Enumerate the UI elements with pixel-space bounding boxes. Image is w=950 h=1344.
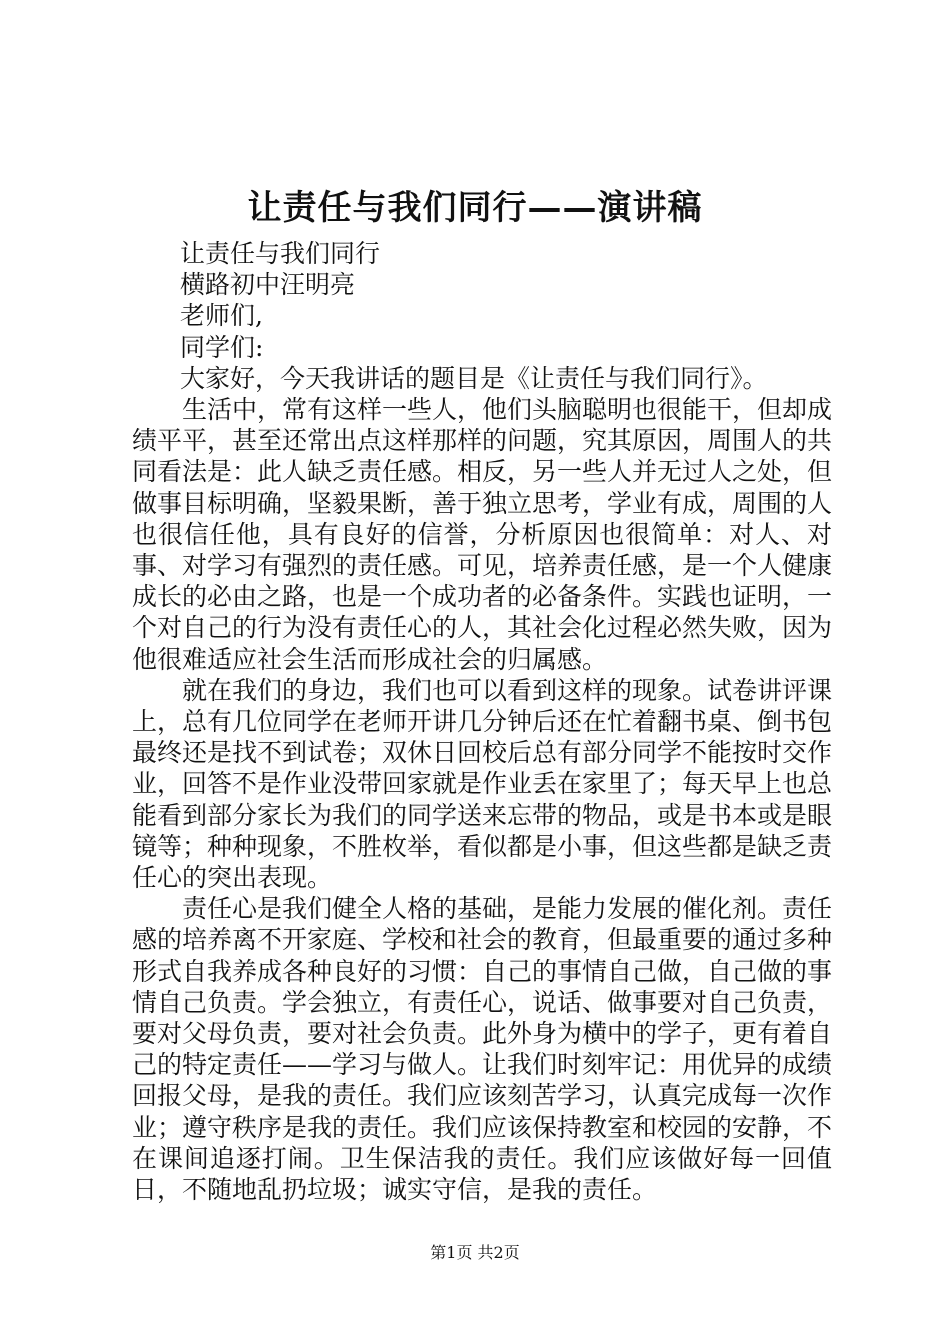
paragraph-1: 生活中，常有这样一些人，他们头脑聪明也很能干，但却成绩平平，甚至还常出点这样那样的问题，究其原因，周围人的共同看法是：此人缺乏责任感。相反，另一些人并无过人之处，但做事目标明确，坚毅果断，善于独立思考，学业有成，周围的人也很信任他，具有良好的信誉，分析原因也很简单：对人、对事、对学习有强烈的责任感。可见，培养责任感，是一个人健康成长的必由之路，也是一个成功者的必备条件。实践也证明，一个对自己的行为没有责任心的人，其社会化过程必然失败，因为他很难适应社会生活而形成社会的归属感。: [132, 395, 833, 674]
paragraph-2: 就在我们的身边，我们也可以看到这样的现象。试卷讲评课上，总有几位同学在老师开讲几分钟后还在忙着翻书桌、倒书包最终还是找不到试卷；双休日回校后总有部分同学不能按时交作业，回答不是作业没带回家就是作业丢在家里了；每天早上也总能看到部分家长为我们的同学送来忘带的物品，或是书本或是眼镜等；种种现象，不胜枚举，看似都是小事，但这些都是缺乏责任心的突出表现。: [132, 675, 833, 893]
speaker-line: 横路初中汪明亮: [180, 270, 356, 300]
greeting-line: 大家好，今天我讲话的题目是《让责任与我们同行》。: [180, 363, 768, 393]
page-footer: 第1页 共2页: [430, 1243, 520, 1262]
document-body: [132, 238, 832, 1205]
document-title: 让责任与我们同行——演讲稿: [247, 188, 703, 228]
salutation-students: 同学们:: [180, 332, 264, 362]
salutation-teachers: 老师们,: [180, 301, 263, 331]
speech-heading: 让责任与我们同行: [180, 239, 381, 268]
paragraph-3: 责任心是我们健全人格的基础，是能力发展的催化剂。责任感的培养离不开家庭、学校和社会的教育，但最重要的通过多种形式自我养成各种良好的习惯：自己的事情自己做，自己做的事情自己负责。学会独立，有责任心，说话、做事要对自己负责，要对父母负责，要对社会负责。此外身为横中的学子，更有着自己的特定责任——学习与做人。让我们时刻牢记：用优异的成绩回报父母，是我的责任。我们应该刻苦学习，认真完成每一次作业；遵守秩序是我的责任。我们应该保持教室和校园的安静，不在课间追逐打闹。卫生保洁我的责任。我们应该做好每一回值日，不随地乱扔垃圾；诚实守信，是我的责任。: [132, 894, 833, 1205]
